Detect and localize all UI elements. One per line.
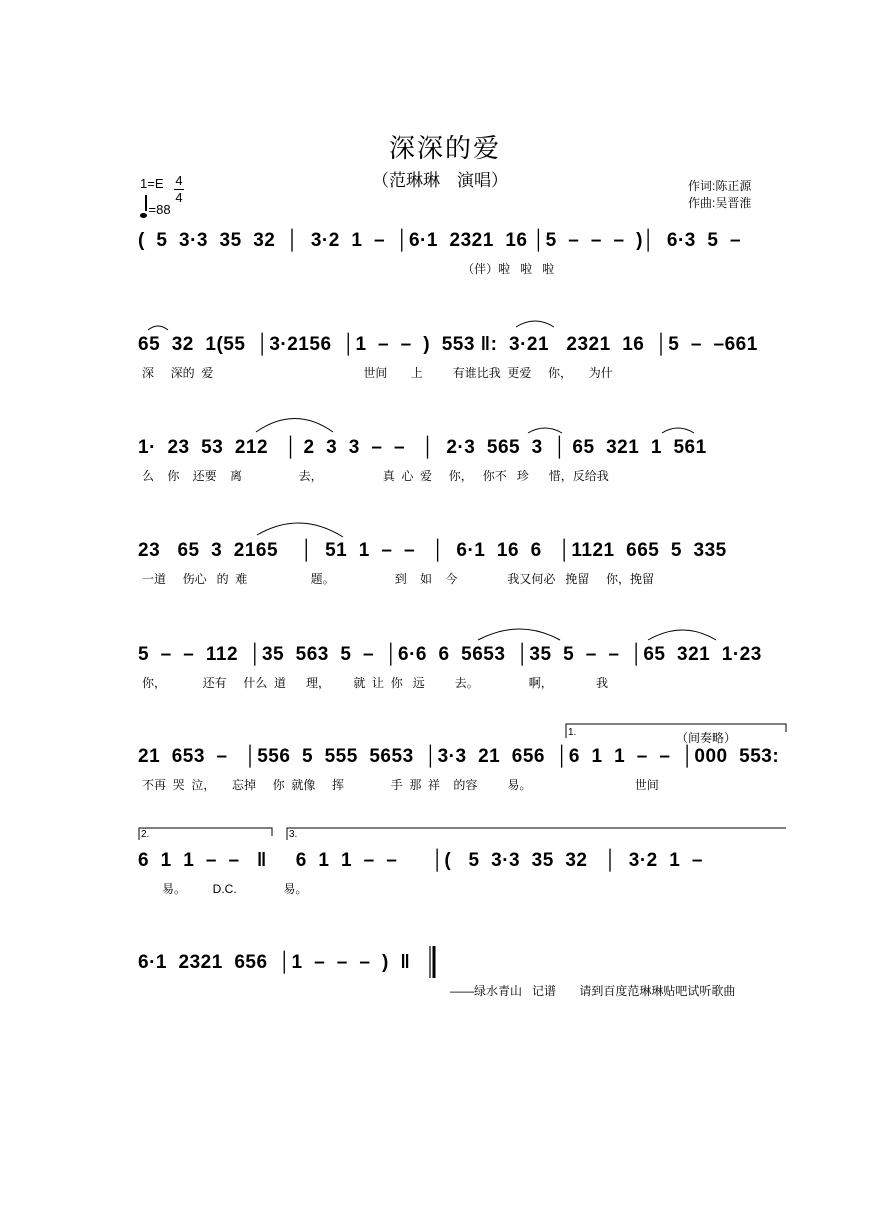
- slur: [648, 630, 716, 640]
- slur: [662, 428, 694, 433]
- notation-line: 1· 23 53 212 │ 2 3 3 – – │ 2·3 565 3 │ 65 321 1 561: [138, 437, 707, 458]
- lyric-line: 你， 还有 什么 道 理， 就 让 你 远 去。 啊， 我: [142, 676, 609, 690]
- notation-line: 21 653 – │556 5 555 5653 │3·3 21 656 │6 1 1 – – │000 553:: [138, 746, 780, 767]
- volta-1-bracket: [566, 724, 786, 738]
- lyric-line: 深 深的 爱 世间 上 有谁比我 更爱 你， 为什: [142, 366, 613, 380]
- song-title: 深深的爱: [388, 134, 501, 164]
- lyric-line: 么 你 还要 离 去， 真 心 爱 你， 你不 珍 惜，反给我: [142, 469, 609, 483]
- time-top: 4: [175, 173, 183, 188]
- time-bottom: 4: [175, 190, 183, 205]
- volta-2-bracket: [139, 828, 272, 840]
- slur: [478, 629, 560, 640]
- lyric-line: 一道 伤心 的 难 题。 到 如 今 我又何必 挽留 你，挽留: [142, 572, 655, 586]
- tempo-value: =88: [148, 202, 171, 217]
- lyric-line: （伴）啦 啦 啦: [142, 262, 555, 276]
- slur: [148, 326, 168, 330]
- slur: [257, 523, 343, 537]
- footer-note: ——绿水青山 记谱 请到百度范琳琳贴吧试听歌曲: [450, 984, 736, 998]
- notation-line: 6·1 2321 656 │1 – – – ) ‖: [138, 952, 411, 973]
- lyric-line: 不再 哭 泣， 忘掉 你 就像 挥 手 那 祥 的容 易。 世间: [142, 778, 659, 792]
- notation-line: ( 5 3·3 35 32 │ 3·2 1 – │6·1 2321 16 │5 – – – )│ 6·3 5 –: [138, 230, 742, 251]
- key-label: 1=E: [140, 176, 164, 191]
- lyricist-credit: 作词:陈正源: [688, 179, 752, 193]
- volta-1-label: 1.: [568, 727, 577, 738]
- notation-line: 5 – – 112 │35 563 5 – │6·6 6 5653 │35 5 – – │65 321 1·23: [138, 644, 762, 665]
- lyric-line: 易。 D.C. 易。: [142, 882, 308, 896]
- interlude-label: （间奏略）: [676, 731, 737, 745]
- volta-2-label: 2.: [141, 829, 150, 840]
- notation-line: 65 32 1(55 │3·2156 │1 – – ) 553 ‖: 3·21 2321 16 │5 – –661: [138, 334, 758, 355]
- composer-credit: 作曲:吴晋淮: [688, 196, 752, 210]
- notation-line: 6 1 1 – – ‖ 6 1 1 – – │( 5 3·3 35 32 │ 3·2 1 –: [138, 850, 703, 871]
- notation-line: 23 65 3 2165 │ 51 1 – – │ 6·1 16 6 │1121 665 5 335: [138, 540, 727, 561]
- slur: [528, 428, 562, 433]
- volta-3-bracket: [287, 828, 786, 840]
- performer-subtitle: （范琳琳 演唱）: [372, 171, 508, 190]
- slur: [516, 321, 554, 327]
- slur: [256, 419, 333, 433]
- volta-3-label: 3.: [289, 829, 298, 840]
